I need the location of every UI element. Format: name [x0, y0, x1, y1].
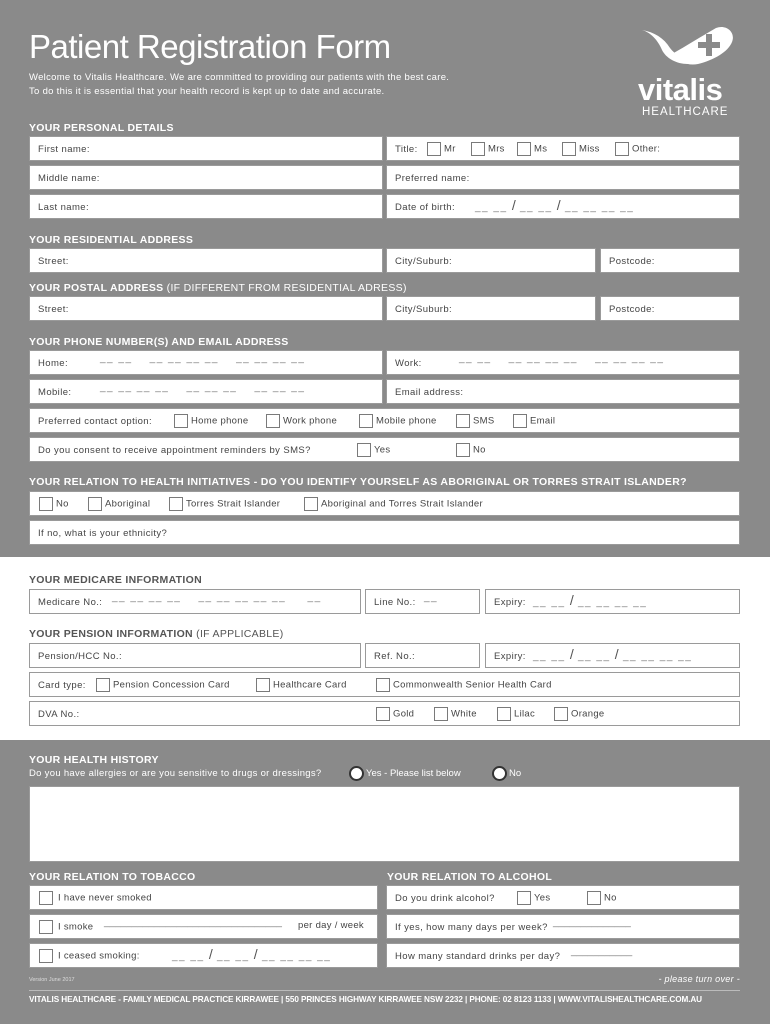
smoke-field[interactable]: [29, 914, 378, 939]
dva-orange[interactable]: Orange: [554, 707, 605, 721]
dva-gold[interactable]: Gold: [376, 707, 414, 721]
dva-field[interactable]: [29, 701, 740, 726]
home-phone-blanks: __ __ __ __ __ __ __ __ __ __: [100, 353, 306, 364]
post-postcode-label: Postcode:: [609, 304, 655, 315]
checkbox[interactable]: [96, 678, 110, 692]
logo-sub: HEALTHCARE: [642, 106, 729, 118]
work-phone-field[interactable]: [386, 350, 740, 375]
version-label: Version June 2017: [29, 977, 75, 983]
home-phone-label: Home:: [38, 358, 68, 369]
last-name-field[interactable]: [29, 194, 383, 219]
vitalis-logo: [636, 26, 740, 120]
checkbox[interactable]: [39, 891, 53, 905]
ceased-date-blanks: __ __ / __ __ / __ __ __ __: [172, 946, 332, 962]
indigenous-options-field: [29, 491, 740, 516]
post-postcode-field[interactable]: [600, 296, 740, 321]
checkbox[interactable]: [587, 891, 601, 905]
pension-number-field[interactable]: [29, 643, 361, 668]
checkbox[interactable]: [376, 707, 390, 721]
checkbox[interactable]: [39, 497, 53, 511]
middle-name-label: Middle name:: [38, 173, 100, 184]
standard-drinks-blank: ___________: [571, 946, 633, 957]
preferred-name-label: Preferred name:: [395, 173, 470, 184]
indigenous-no[interactable]: No: [39, 497, 69, 511]
contact-mobile-phone[interactable]: Mobile phone: [359, 414, 437, 428]
pension-heading: YOUR PENSION INFORMATION (IF APPLICABLE): [29, 628, 284, 640]
tobacco-heading: YOUR RELATION TO TOBACCO: [29, 871, 196, 883]
indigenous-both[interactable]: Aboriginal and Torres Strait Islander: [304, 497, 483, 511]
pension-expiry-field[interactable]: [485, 643, 740, 668]
allergy-yes-option[interactable]: Yes - Please list below: [349, 766, 461, 781]
drink-alcohol-label: Do you drink alcohol?: [395, 893, 495, 904]
dva-white[interactable]: White: [434, 707, 477, 721]
post-city-field[interactable]: [386, 296, 596, 321]
days-per-week-field[interactable]: [386, 914, 740, 939]
work-phone-blanks: __ __ __ __ __ __ __ __ __ __: [459, 353, 665, 364]
dob-blanks: __ __ / __ __ / __ __ __ __: [475, 197, 635, 213]
card-type-label: Card type:: [38, 680, 86, 691]
sms-consent-label: Do you consent to receive appointment reminders by SMS?: [38, 445, 311, 456]
checkbox[interactable]: [359, 414, 373, 428]
middle-name-field[interactable]: [29, 165, 383, 190]
footer-address: VITALIS HEALTHCARE - FAMILY MEDICAL PRACTICE KIRRAWEE | 550 PRINCES HIGHWAY KIRRAWEE NSW 2232 | PHONE: 02 8123 1133 | WWW.VITALISHEALTHCARE.COM.AU: [29, 995, 702, 1004]
drink-yes[interactable]: Yes: [517, 891, 550, 905]
checkbox[interactable]: [88, 497, 102, 511]
title-other[interactable]: Other:: [615, 142, 660, 156]
res-street-field[interactable]: [29, 248, 383, 273]
form-title: Patient Registration Form: [29, 28, 391, 65]
medicare-line-label: Line No.:: [374, 597, 416, 608]
contact-option-field: [29, 408, 740, 433]
days-per-week-label: If yes, how many days per week?: [395, 922, 548, 933]
res-street-label: Street:: [38, 256, 69, 267]
checkbox[interactable]: [554, 707, 568, 721]
medicare-line-field[interactable]: [365, 589, 480, 614]
checkbox[interactable]: [256, 678, 270, 692]
drink-no[interactable]: No: [587, 891, 617, 905]
radio-button[interactable]: [492, 766, 507, 781]
intro-line-1: Welcome to Vitalis Healthcare. We are committed to providing our patients with the best care.: [29, 72, 450, 83]
first-name-field[interactable]: [29, 136, 383, 161]
pension-expiry-label: Expiry:: [494, 651, 526, 662]
checkbox[interactable]: [376, 678, 390, 692]
dva-label: DVA No.:: [38, 709, 80, 720]
checkbox[interactable]: [174, 414, 188, 428]
post-street-label: Street:: [38, 304, 69, 315]
intro-line-2: To do this it is essential that your health record is kept up to date and accurate.: [29, 86, 385, 97]
smoke-option[interactable]: I smoke: [39, 920, 93, 934]
title-ms[interactable]: Ms: [517, 142, 547, 156]
card-healthcare[interactable]: Healthcare Card: [256, 678, 347, 692]
never-smoked-field: [29, 885, 378, 910]
postal-heading: YOUR POSTAL ADDRESS (IF DIFFERENT FROM RESIDENTIAL ADRESS): [29, 282, 407, 294]
medicare-expiry-blanks: __ __ / __ __ __ __: [533, 592, 648, 608]
checkbox[interactable]: [39, 920, 53, 934]
medicare-heading: YOUR MEDICARE INFORMATION: [29, 574, 202, 586]
medicare-blanks: __ __ __ __ __ __ __ __ __ __: [112, 592, 322, 603]
footer-divider: [29, 990, 740, 991]
never-smoked-option[interactable]: I have never smoked: [39, 891, 152, 905]
ceased-smoking-option[interactable]: I ceased smoking:: [39, 949, 140, 963]
checkbox[interactable]: [434, 707, 448, 721]
mobile-blanks: __ __ __ __ __ __ __ __ __ __: [100, 382, 306, 393]
sms-consent-yes[interactable]: Yes: [357, 443, 390, 457]
checkbox[interactable]: [304, 497, 318, 511]
checkbox[interactable]: [562, 142, 576, 156]
pension-number-label: Pension/HCC No.:: [38, 651, 123, 662]
dob-field[interactable]: [386, 194, 740, 219]
email-label: Email address:: [395, 387, 464, 398]
title-mrs[interactable]: Mrs: [471, 142, 505, 156]
per-day-week-label: per day / week: [298, 920, 364, 931]
pension-ref-field[interactable]: [365, 643, 480, 668]
res-postcode-label: Postcode:: [609, 256, 655, 267]
res-city-label: City/Suburb:: [395, 256, 453, 267]
checkbox[interactable]: [169, 497, 183, 511]
alcohol-heading: YOUR RELATION TO ALCOHOL: [387, 871, 553, 883]
home-phone-field[interactable]: [29, 350, 383, 375]
email-field[interactable]: [386, 379, 740, 404]
indigenous-aboriginal[interactable]: Aboriginal: [88, 497, 150, 511]
sms-consent-no[interactable]: No: [456, 443, 486, 457]
checkbox[interactable]: [513, 414, 527, 428]
mobile-field[interactable]: [29, 379, 383, 404]
dob-label: Date of birth:: [395, 202, 455, 213]
pension-ref-label: Ref. No.:: [374, 651, 416, 662]
mobile-label: Mobile:: [38, 387, 72, 398]
phone-heading: YOUR PHONE NUMBER(S) AND EMAIL ADDRESS: [29, 336, 289, 348]
post-city-label: City/Suburb:: [395, 304, 453, 315]
work-phone-label: Work:: [395, 358, 422, 369]
medicare-expiry-label: Expiry:: [494, 597, 526, 608]
medicare-line-blank: __: [424, 592, 439, 603]
contact-work-phone[interactable]: Work phone: [266, 414, 337, 428]
checkbox[interactable]: [357, 443, 371, 457]
checkbox[interactable]: [471, 142, 485, 156]
contact-option-label: Preferred contact option:: [38, 416, 153, 427]
allergy-no-option[interactable]: No: [492, 766, 521, 781]
contact-home-phone[interactable]: Home phone: [174, 414, 248, 428]
smoke-amount-blank: ________________________________: [104, 917, 282, 928]
first-name-label: First name:: [38, 144, 90, 155]
title-mr[interactable]: Mr: [427, 142, 456, 156]
title-label: Title:: [395, 144, 418, 155]
days-per-week-blank: ______________: [553, 917, 631, 928]
indigenous-heading: YOUR RELATION TO HEALTH INITIATIVES - DO YOU IDENTIFY YOURSELF AS ABORIGINAL OR TORRES STRAIT ISLANDER?: [29, 476, 687, 488]
post-street-field[interactable]: [29, 296, 383, 321]
title-miss[interactable]: Miss: [562, 142, 600, 156]
card-commonwealth-senior[interactable]: Commonwealth Senior Health Card: [376, 678, 552, 692]
allergy-question: Do you have allergies or are you sensitive to drugs or dressings?: [29, 768, 322, 779]
checkbox[interactable]: [456, 414, 470, 428]
medicare-expiry-field[interactable]: [485, 589, 740, 614]
checkbox[interactable]: [615, 142, 629, 156]
health-heading: YOUR HEALTH HISTORY: [29, 754, 159, 766]
standard-drinks-label: How many standard drinks per day?: [395, 951, 561, 962]
card-type-field: [29, 672, 740, 697]
personal-heading: YOUR PERSONAL DETAILS: [29, 122, 174, 134]
ethnicity-field[interactable]: [29, 520, 740, 545]
checkbox[interactable]: [266, 414, 280, 428]
indigenous-torres-strait[interactable]: Torres Strait Islander: [169, 497, 280, 511]
allergy-list-textarea[interactable]: [29, 786, 740, 862]
standard-drinks-field[interactable]: [386, 943, 740, 968]
radio-button[interactable]: [349, 766, 364, 781]
medicare-number-label: Medicare No.:: [38, 597, 103, 608]
turn-over-note: - please turn over -: [658, 974, 740, 984]
checkbox[interactable]: [427, 142, 441, 156]
checkbox[interactable]: [39, 949, 53, 963]
res-postcode-field[interactable]: [600, 248, 740, 273]
medicare-number-field[interactable]: [29, 589, 361, 614]
checkbox[interactable]: [517, 142, 531, 156]
preferred-name-field[interactable]: [386, 165, 740, 190]
ceased-smoking-field[interactable]: [29, 943, 378, 968]
last-name-label: Last name:: [38, 202, 89, 213]
drink-alcohol-field: [386, 885, 740, 910]
title-field: [386, 136, 740, 161]
residential-heading: YOUR RESIDENTIAL ADDRESS: [29, 234, 194, 246]
res-city-field[interactable]: [386, 248, 596, 273]
checkbox[interactable]: [497, 707, 511, 721]
checkbox[interactable]: [517, 891, 531, 905]
sms-consent-field: [29, 437, 740, 462]
logo-name: vitalis: [638, 72, 723, 107]
card-pension-concession[interactable]: Pension Concession Card: [96, 678, 230, 692]
pension-expiry-blanks: __ __ / __ __ / __ __ __ __: [533, 646, 693, 662]
ethnicity-label: If no, what is your ethnicity?: [38, 528, 168, 539]
dva-lilac[interactable]: Lilac: [497, 707, 535, 721]
contact-sms[interactable]: SMS: [456, 414, 495, 428]
contact-email[interactable]: Email: [513, 414, 555, 428]
checkbox[interactable]: [456, 443, 470, 457]
